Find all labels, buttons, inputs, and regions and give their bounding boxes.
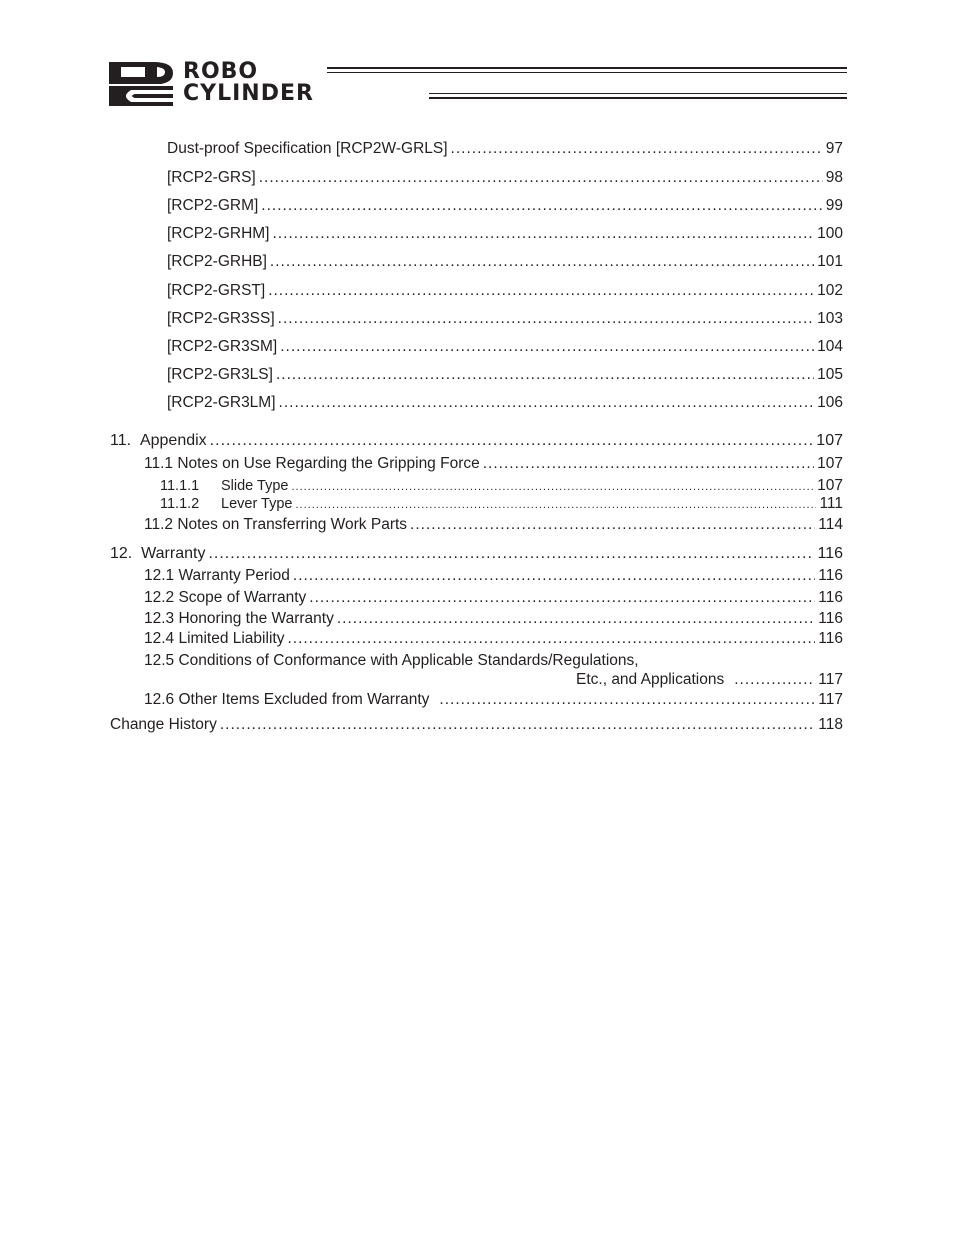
- toc-section-title-line2: Etc., and Applications: [576, 671, 725, 688]
- toc-section[interactable]: [144, 567, 843, 585]
- toc-entry[interactable]: [167, 169, 843, 187]
- toc-entry[interactable]: [167, 253, 843, 271]
- toc-entry-page: 99: [825, 197, 843, 214]
- toc-entry-title: Change History: [110, 716, 217, 733]
- toc-section-title: 12.6 Other Items Excluded from Warranty: [144, 691, 430, 708]
- header-rule-bottom-thin: [429, 93, 847, 94]
- toc-change-history[interactable]: [110, 716, 843, 734]
- toc-entry-page: 107: [817, 477, 843, 494]
- leader-dots: [259, 169, 823, 187]
- toc-section[interactable]: [144, 691, 843, 709]
- leader-dots: [287, 630, 815, 648]
- header-rule-top-thick: [327, 67, 847, 69]
- leader-dots: [410, 516, 815, 534]
- toc-entry[interactable]: [167, 197, 843, 215]
- toc-entry-page: 116: [818, 567, 843, 584]
- toc-entry-page: 97: [825, 140, 843, 157]
- header-rule-top-thin: [327, 72, 847, 73]
- chapter-number: 12.: [110, 545, 133, 562]
- leader-dots: [293, 567, 815, 585]
- leader-dots: [734, 671, 815, 689]
- toc-entry-title: [RCP2-GRM]: [167, 197, 259, 214]
- subsection-title: Lever Type: [221, 496, 293, 512]
- subsection-number: 11.1.1: [160, 478, 200, 494]
- rc-logo-mark-icon: [107, 60, 179, 108]
- toc-section[interactable]: [144, 455, 843, 473]
- toc-section-title: 12.2 Scope of Warranty: [144, 589, 307, 606]
- leader-dots: [451, 140, 823, 158]
- toc-entry-page: 107: [817, 455, 843, 472]
- toc-entry-page: 111: [819, 495, 843, 512]
- toc-section[interactable]: [576, 671, 843, 689]
- leader-dots: [278, 310, 814, 328]
- leader-dots: [210, 432, 814, 450]
- toc-entry-page: 106: [817, 394, 843, 411]
- toc-entry-page: 101: [817, 253, 843, 270]
- toc-entry-title: [RCP2-GRHM]: [167, 225, 270, 242]
- toc-entry-page: 118: [818, 716, 843, 733]
- chapter-number: 11.: [110, 432, 132, 449]
- toc-entry[interactable]: [167, 310, 843, 328]
- toc-entry-page: 116: [818, 610, 843, 627]
- toc-section-title: 11.2 Notes on Transferring Work Parts: [144, 516, 408, 533]
- chapter-title: Warranty: [141, 545, 206, 562]
- leader-dots: [439, 691, 815, 709]
- toc-entry-page: 98: [825, 169, 843, 186]
- toc-section[interactable]: [144, 630, 843, 648]
- toc-section-title: 12.3 Honoring the Warranty: [144, 610, 334, 627]
- leader-dots: [483, 455, 814, 473]
- leader-dots: [268, 282, 814, 300]
- toc-entry-page: 100: [817, 225, 843, 242]
- toc-subsection-title: [160, 478, 288, 494]
- chapter-title: Appendix: [139, 432, 207, 449]
- toc-entry[interactable]: [167, 140, 843, 158]
- leader-dots: [337, 610, 815, 628]
- toc-entry-title: [RCP2-GRHB]: [167, 253, 267, 270]
- toc-entry-page: 116: [818, 589, 843, 606]
- leader-dots: [261, 197, 822, 215]
- toc-entry[interactable]: [167, 394, 843, 412]
- toc-entry[interactable]: [167, 282, 843, 300]
- toc-section-title-line1[interactable]: 12.5 Conditions of Conformance with Applicable Standards/Regulations,: [144, 652, 639, 669]
- toc-entry[interactable]: [167, 366, 843, 384]
- leader-dots: [208, 545, 814, 563]
- leader-dots: [291, 481, 814, 493]
- leader-dots: [279, 394, 815, 412]
- toc-entry-title: [RCP2-GR3LM]: [167, 394, 276, 411]
- toc-entry-page: 104: [817, 338, 843, 355]
- header-rule-bottom-thick: [429, 97, 847, 99]
- toc-subsection[interactable]: [160, 477, 843, 495]
- leader-dots: [220, 716, 815, 734]
- toc-chapter-title: [110, 545, 205, 563]
- toc-entry-page: 114: [818, 516, 843, 533]
- toc-entry-title: Dust-proof Specification [RCP2W-GRLS]: [167, 140, 448, 157]
- toc-chapter-title: [110, 432, 207, 450]
- logo-text-cylinder: CYLINDER: [183, 81, 314, 106]
- toc-entry-page: 102: [817, 282, 843, 299]
- toc-entry-title: [RCP2-GR3SM]: [167, 338, 278, 355]
- toc-entry-title: [RCP2-GR3SS]: [167, 310, 275, 327]
- leader-dots: [295, 499, 816, 511]
- leader-dots: [272, 225, 814, 243]
- leader-dots: [309, 589, 815, 607]
- toc-entry-title: [RCP2-GRS]: [167, 169, 256, 186]
- leader-dots: [276, 366, 814, 384]
- toc-entry-page: 117: [818, 671, 843, 688]
- toc-subsection-title: [160, 496, 292, 512]
- toc-entry-title: [RCP2-GRST]: [167, 282, 266, 299]
- toc-section[interactable]: [144, 610, 843, 628]
- toc-entry[interactable]: [167, 225, 843, 243]
- toc-section-title: 11.1 Notes on Use Regarding the Gripping Force: [144, 455, 480, 472]
- toc-entry-page: 117: [818, 691, 843, 708]
- toc-entry-page: 103: [817, 310, 843, 327]
- toc-entry[interactable]: [167, 338, 843, 356]
- toc-entry-page: 116: [817, 545, 843, 562]
- toc-section-title: 12.1 Warranty Period: [144, 567, 290, 584]
- toc-entry-page: 107: [816, 432, 843, 449]
- toc-chapter-appendix[interactable]: [110, 432, 843, 450]
- subsection-title: Slide Type: [221, 478, 289, 494]
- toc-entry-title: [RCP2-GR3LS]: [167, 366, 273, 383]
- toc-subsection[interactable]: [160, 495, 843, 513]
- toc-chapter-warranty[interactable]: [110, 545, 843, 563]
- toc-entry-page: 116: [818, 630, 843, 647]
- leader-dots: [280, 338, 814, 356]
- subsection-number: 11.1.2: [160, 496, 200, 512]
- toc-section[interactable]: [144, 516, 843, 534]
- toc-section-title: 12.4 Limited Liability: [144, 630, 285, 647]
- toc-section[interactable]: [144, 589, 843, 607]
- logo-text-robo: ROBO: [183, 59, 259, 84]
- leader-dots: [270, 253, 814, 271]
- toc-entry-page: 105: [817, 366, 843, 383]
